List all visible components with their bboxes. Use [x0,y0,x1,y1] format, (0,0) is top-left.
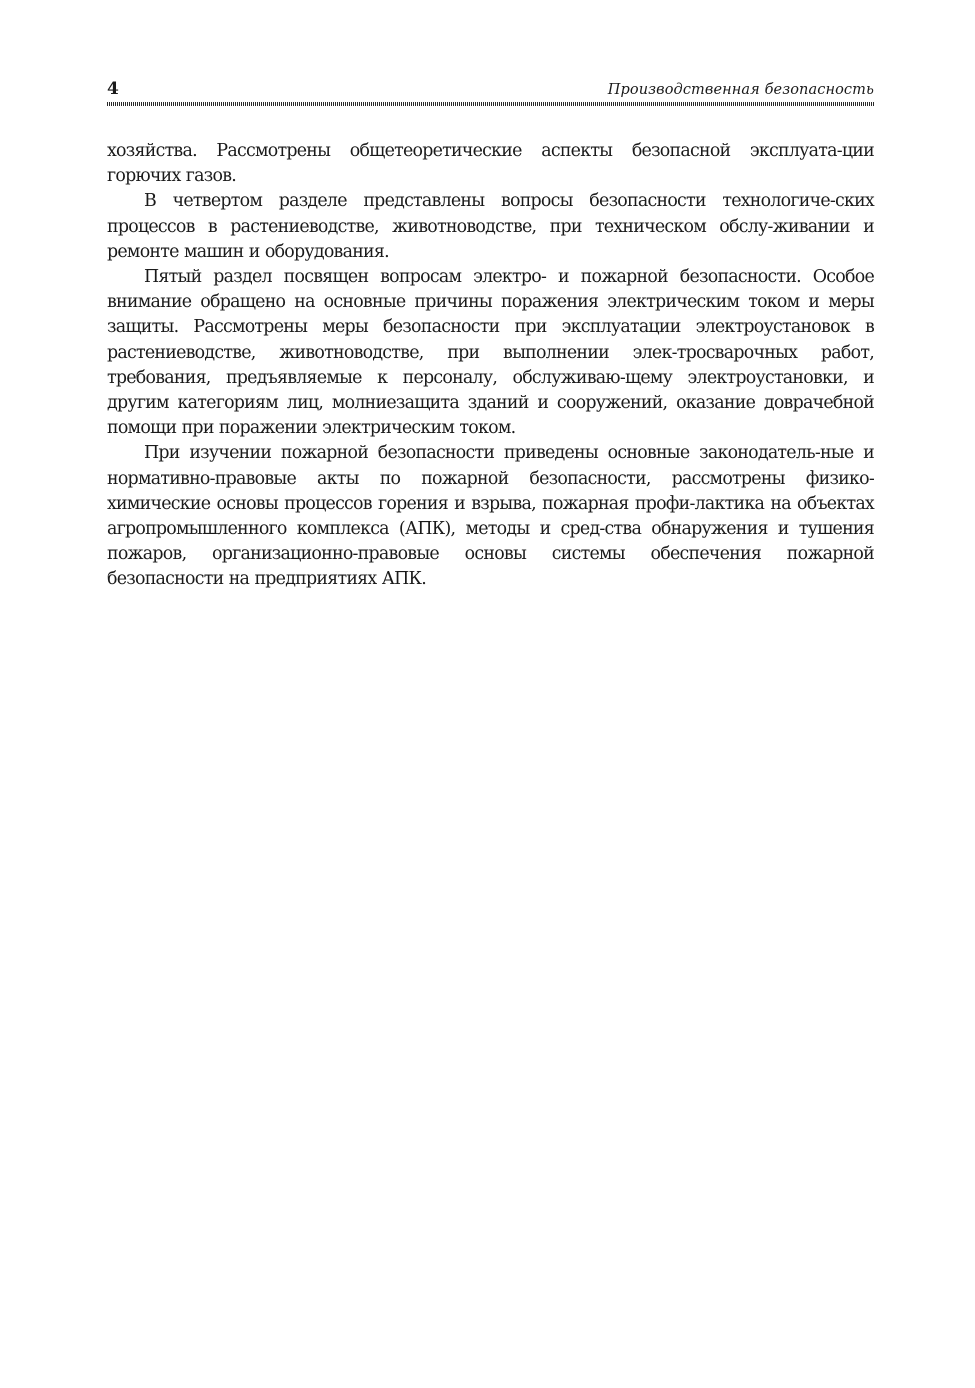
running-head [107,76,874,106]
body-text [107,139,874,593]
paragraph-section-five: Пятый раздел посвящен вопросам электро- и пожарной безопасности. Особое внимание обращено на основные причины поражения электрическим током и меры защиты. Рассмотрены меры безопасности при эксплуатации электроустановок в растениеводстве, животноводстве, при выполнении элек-тросварочных работ, требования, предъявляемые к персоналу, обслуживаю-щему электроустановки, и другим категориям лиц, молниезащита зданий и сооружений, оказание доврачебной помощи при поражении электрическим током. [107,267,874,439]
running-title: Производственная безопасность [607,82,874,98]
paragraph-fire-safety: При изучении пожарной безопасности приведены основные законодатель-ные и нормативно-правовые акты по пожарной безопасности, рассмотрены физико-химические основы процессов горения и взрыва, пожарная профи-лактика на объектах агропромышленного комплекса (АПК), методы и сред-ства обнаружения и тушения пожаров, организационно-правовые основы системы обеспечения пожарной безопасности на предприятиях АПК. [107,443,874,590]
page-number: 4 [107,79,119,99]
paragraph-section-four: В четвертом разделе представлены вопросы безопасности технологиче-ских процессов в растениеводстве, животноводстве, при техническом обслу-живании и ремонте машин и оборудования. [107,191,874,262]
header-rule [107,102,874,106]
paragraph-continuation: хозяйства. Рассмотрены общетеоретические аспекты безопасной эксплуата-ции горючих газов. [107,141,874,187]
